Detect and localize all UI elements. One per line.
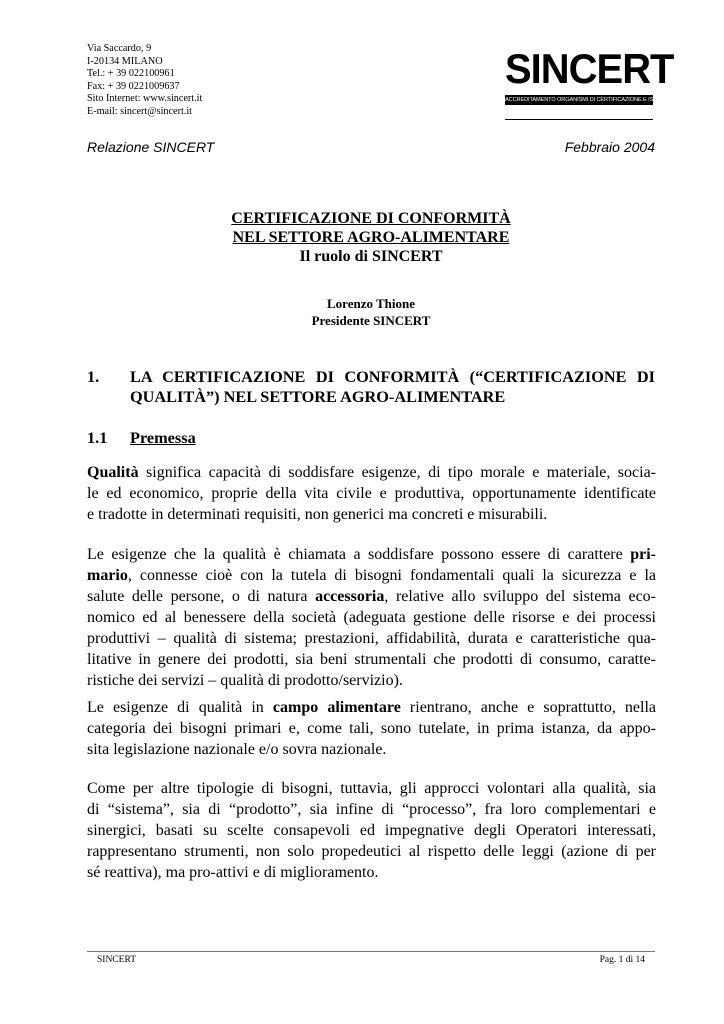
page-number: Pag. 1 di 14 bbox=[599, 955, 645, 965]
paragraph-2-text-1: Le esigenze che la qualità è chiamata a soddisfare possono essere di carattere bbox=[87, 546, 631, 563]
term-primario-start: pri- bbox=[630, 546, 656, 563]
paragraph-2-line-4: nomico ed al benessere della società (adeguata gestione delle risorse e dei processi bbox=[87, 609, 656, 626]
title-line-2: NEL SETTORE AGRO-ALIMENTARE bbox=[232, 229, 510, 246]
document-title bbox=[87, 209, 655, 266]
paragraph-3-text-1: Le esigenze di qualità in bbox=[87, 699, 273, 716]
section-1-heading bbox=[87, 367, 655, 407]
address-website: Sito Internet: www.sincert.it bbox=[87, 93, 203, 105]
paragraph-4-line-1: Come per altre tipologie di bisogni, tuttavia, gli approcci volontari alla qualità, sia bbox=[87, 780, 656, 797]
footer-left: SINCERT bbox=[97, 955, 137, 965]
author-role: Presidente SINCERT bbox=[311, 313, 431, 328]
title-line-1: CERTIFICAZIONE DI CONFORMITÀ bbox=[231, 210, 511, 227]
paragraph-1-text-1: significa capacità di soddisfare esigenze, di tipo morale e materiale, socia- bbox=[138, 464, 656, 481]
logo-underline bbox=[505, 119, 653, 120]
footer-rule bbox=[87, 951, 655, 952]
paragraph-2 bbox=[87, 544, 656, 691]
page-footer bbox=[97, 955, 645, 965]
logo-tagline: ACCREDITAMENTO ORGANISMI DI CERTIFICAZIONE E ISPEZIONE bbox=[505, 97, 678, 103]
paragraph-2-line-7: ristiche dei servizi – qualità di prodotto/servizio). bbox=[87, 672, 403, 689]
term-qualita: Qualità bbox=[87, 464, 139, 481]
logo-wordmark: SINCERT bbox=[505, 45, 674, 92]
paragraph-3-line-3: sita legislazione nazionale e/o sovra nazionale. bbox=[87, 741, 387, 758]
author-name: Lorenzo Thione bbox=[326, 296, 415, 311]
paragraph-1-line-3: e tradotte in determinati requisiti, non generici ma concreti e misurabili. bbox=[87, 506, 548, 523]
paragraph-4-line-5: sé reattiva), ma pro-attivi e di miglioramento. bbox=[87, 864, 379, 881]
paragraph-2-line-5: produttivi – qualità di sistema; prestazioni, affidabilità, durata e caratteristiche qua- bbox=[87, 630, 656, 647]
paragraph-3-line-2: categoria dei bisogni primari e, come tali, sono tutelate, in prima istanza, da appo- bbox=[87, 720, 656, 737]
paragraph-2-line-1 bbox=[87, 544, 656, 565]
report-label: Relazione SINCERT bbox=[87, 139, 215, 155]
paragraph-2-text-3: salute delle persone, o di natura bbox=[87, 588, 316, 605]
paragraph-4-line-3: sinergici, basati su scelte consapevoli ed impegnative degli Operatori interessati, bbox=[87, 822, 656, 839]
term-primario-end: mario bbox=[87, 567, 128, 584]
term-campo-alimentare: campo alimentare bbox=[272, 699, 401, 716]
report-line bbox=[87, 139, 655, 155]
paragraph-2-line-2 bbox=[87, 565, 656, 586]
address-city: I-20134 MILANO bbox=[87, 55, 163, 67]
section-1-1-title: Premessa bbox=[130, 428, 196, 447]
address-fax: Fax: + 39 0221009637 bbox=[87, 80, 180, 92]
section-1-1-heading bbox=[87, 428, 196, 448]
paragraph-3-text-1b: rientrano, anche e soprattutto, nella bbox=[400, 699, 657, 716]
term-accessoria: accessoria bbox=[315, 588, 385, 605]
paragraph-2-text-2: , connesse cioè con la tutela di bisogni fondamentali quali la sicurezza e la bbox=[127, 567, 656, 584]
title-line-3: Il ruolo di SINCERT bbox=[299, 248, 443, 265]
paragraph-2-line-3 bbox=[87, 586, 656, 607]
section-1-number: 1. bbox=[87, 367, 100, 386]
address-email: E-mail: sincert@sincert.it bbox=[87, 105, 192, 117]
report-date: Febbraio 2004 bbox=[564, 139, 655, 155]
address-phone: Tel.: + 39 022100961 bbox=[87, 68, 175, 80]
paragraph-4-line-4: rappresentano strumenti, non solo propedeutici al rispetto delle leggi (azione di per bbox=[87, 843, 656, 860]
sincert-logo bbox=[505, 45, 678, 120]
section-1-title: LA CERTIFICAZIONE DI CONFORMITÀ (“CERTIFICAZIONE DI QUALITÀ”) NEL SETTORE AGRO-ALIMENTARE bbox=[130, 367, 655, 406]
paragraph-2-line-6: litative in genere dei prodotti, sia beni strumentali che prodotti di consumo, caratte- bbox=[87, 651, 656, 668]
paragraph-2-text-3b: , relative allo sviluppo del sistema eco- bbox=[384, 588, 656, 605]
address-street: Via Saccardo, 9 bbox=[87, 43, 152, 54]
paragraph-3 bbox=[87, 697, 656, 760]
paragraph-1-line-1 bbox=[87, 462, 656, 483]
paragraph-4-line-2: di “sistema”, sia di “prodotto”, sia infine di “processo”, fra loro complementari e bbox=[87, 801, 656, 818]
author-block bbox=[87, 295, 655, 329]
paragraph-3-line-1 bbox=[87, 697, 656, 718]
paragraph-4 bbox=[87, 778, 656, 883]
paragraph-1-line-2: le ed economico, proprie della vita civile e produttiva, opportunamente identificate bbox=[87, 485, 656, 502]
address-block bbox=[87, 43, 202, 119]
paragraph-1 bbox=[87, 462, 656, 525]
section-1-1-number: 1.1 bbox=[87, 428, 108, 447]
